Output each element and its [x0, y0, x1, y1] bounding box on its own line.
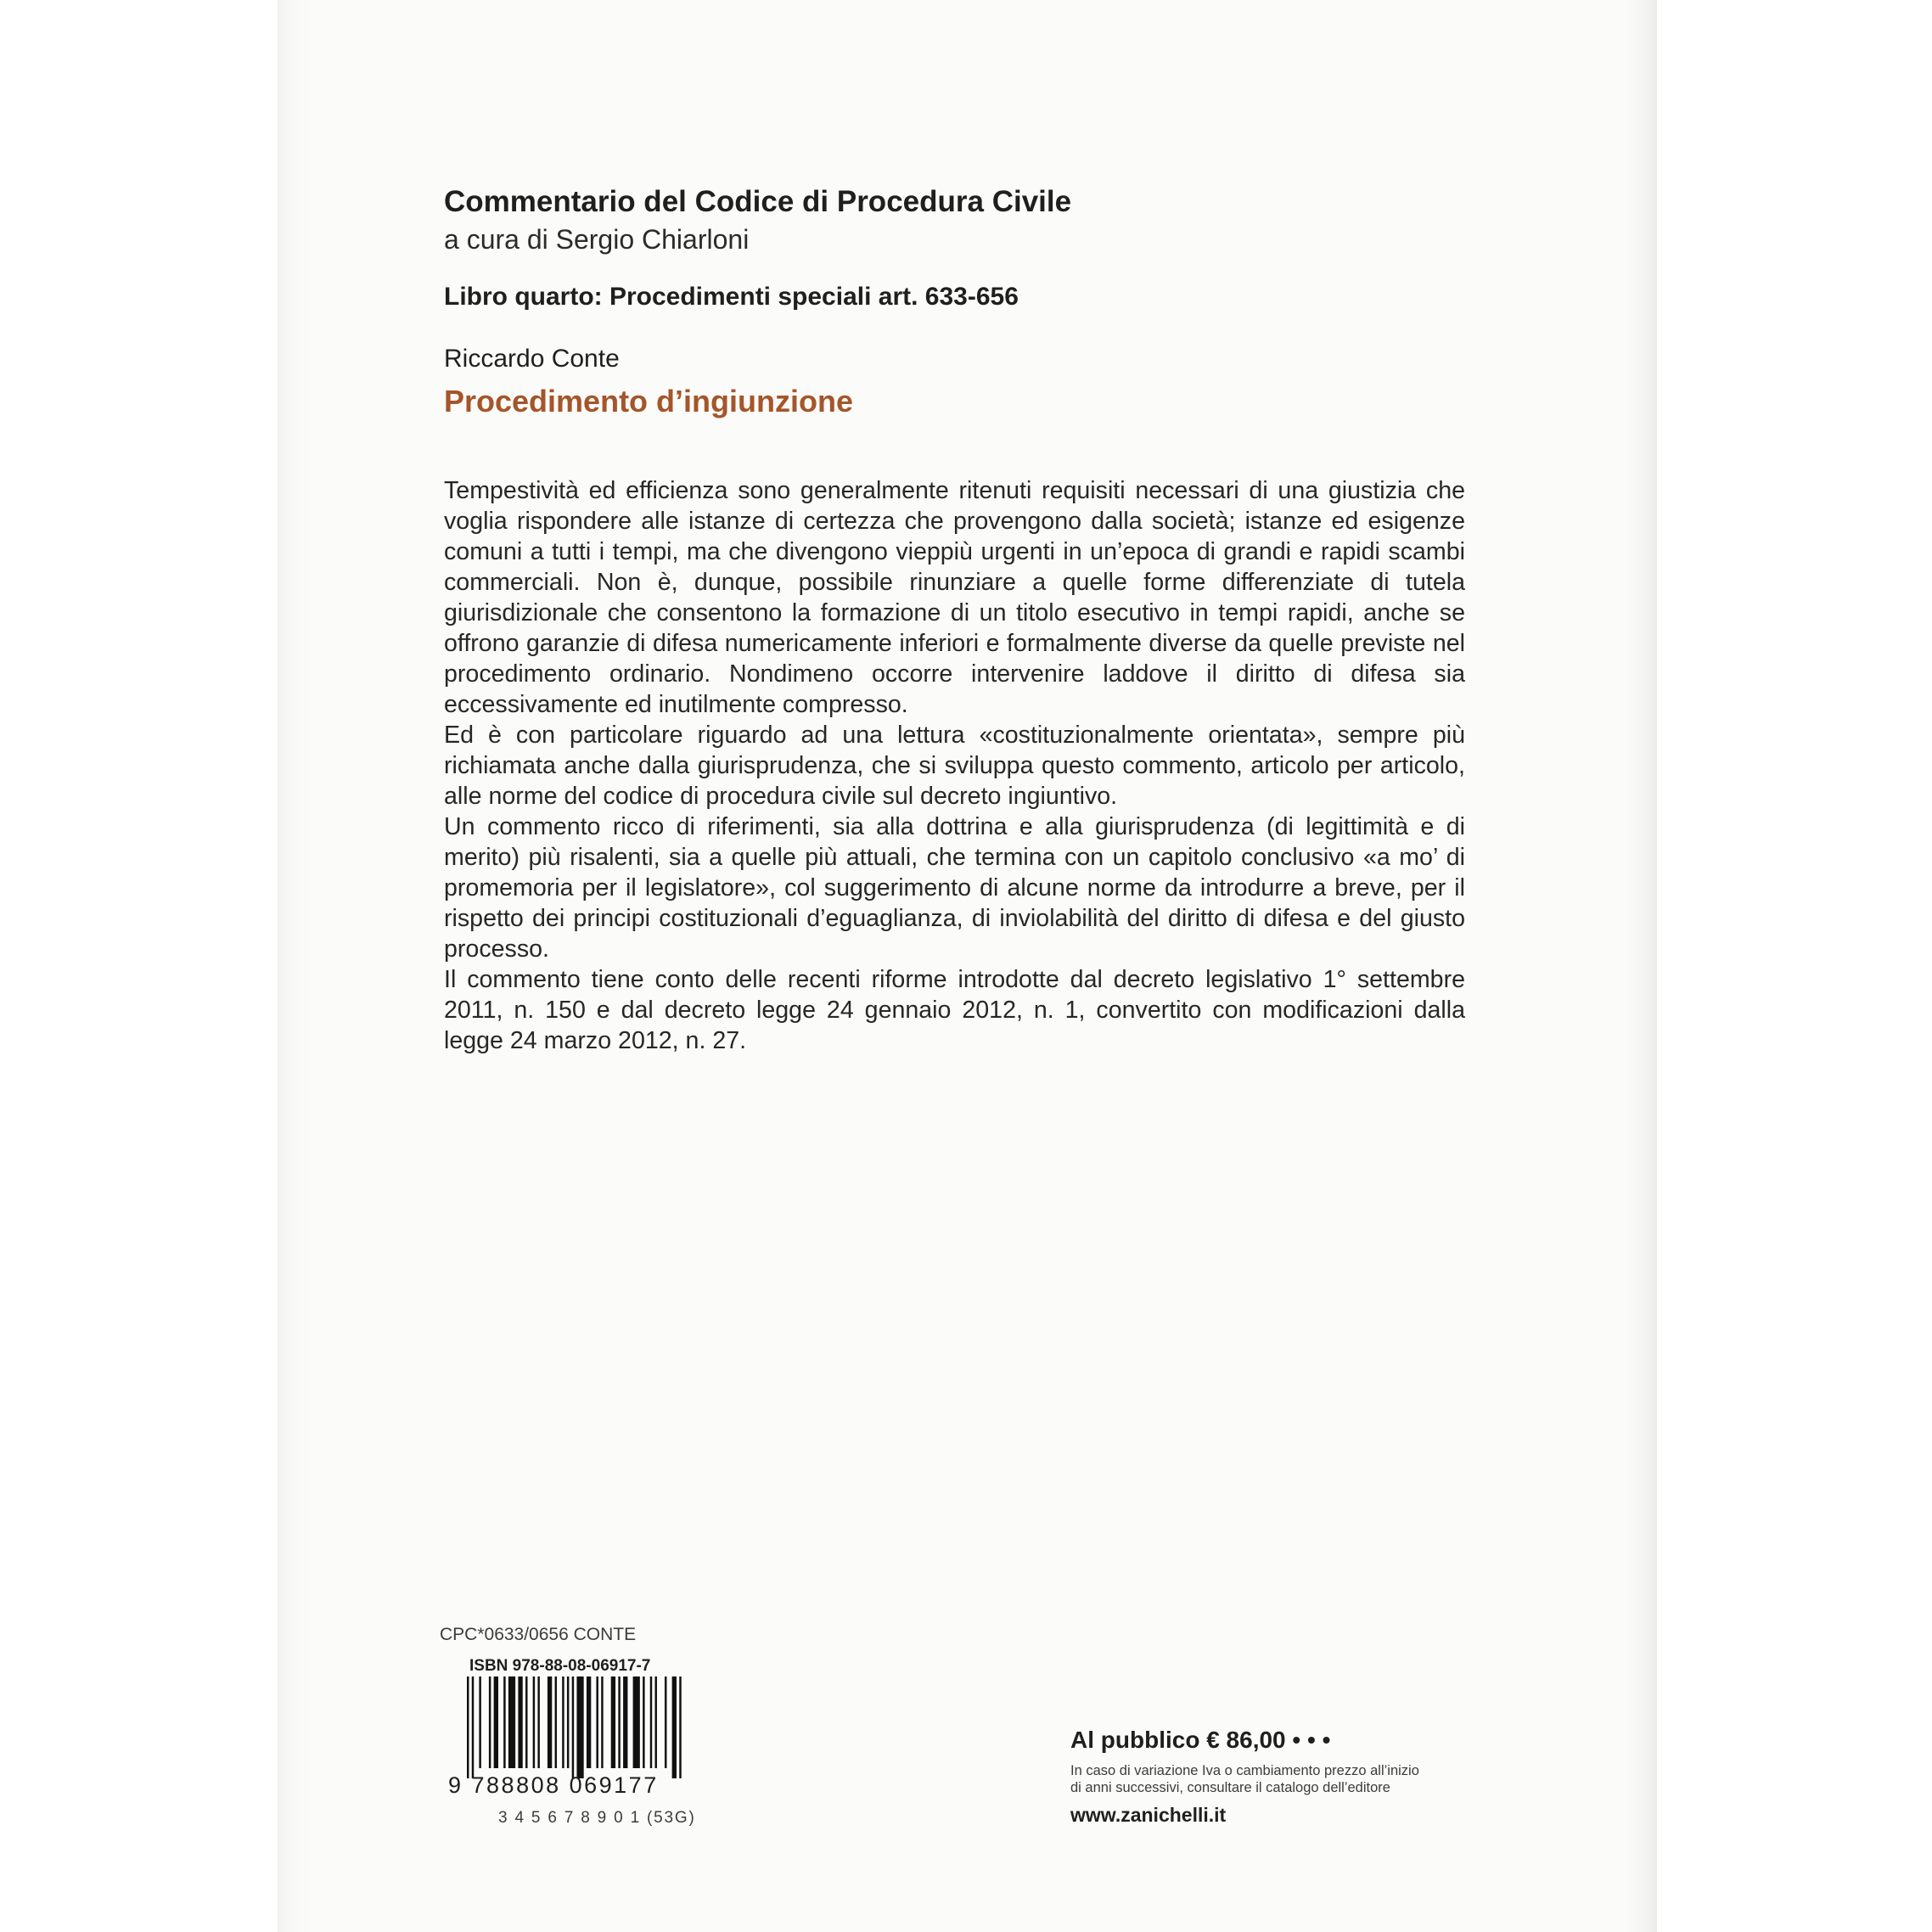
barcode-digits: 9 788808 069177 — [448, 1772, 659, 1798]
editor-line: a cura di Sergio Chiarloni — [444, 224, 750, 255]
print-code: 3 4 5 6 7 8 9 0 1 (53G) — [498, 1809, 696, 1827]
price-note: In caso di variazione Iva o cambiamento prezzo all’inizio di anni successivi, consultare il catalogo dell’editore — [1070, 1763, 1419, 1795]
book-title: Procedimento d’ingiunzione — [444, 384, 854, 418]
isbn-label: ISBN 978-88-08-06917-7 — [469, 1657, 651, 1675]
series-code: CPC*0633/0656 CONTE — [440, 1625, 637, 1644]
publisher-website: www.zanichelli.it — [1070, 1804, 1227, 1826]
barcode-icon — [467, 1676, 684, 1778]
blurb-text: Tempestività ed efficienza sono generalmente ritenuti requisiti necessari di una giustizia che voglia rispondere alle istanze di certezza che provengono dalla società; istanze ed esigenze comuni a tutti i tempi, ma che divengono vieppiù urgenti in un’epoca di grandi e rapidi scambi commerciali. Non è, dunque, possibile rinunziare a quelle forme differenziate di tutela giurisdizionale che consentono la formazione di un titolo esecutivo in tempi rapidi, anche se offrono garanzie di difesa numericamente inferiori e formalmente diverse da quelle previste nel procedimento ordinario. Nondimeno occorre intervenire laddove il diritto di difesa sia eccessivamente ed inutilmente compresso. Ed è con particolare riguardo ad una lettura «costituzionalmente orientata», sempre più richiamata anche dalla giurisprudenza, che si sviluppa questo commento, articolo per articolo, alle norme del codice di procedura civile sul decreto ingiuntivo. Un commento ricco di riferimenti, sia alla dottrina e alla giurisprudenza (di legittimità e di merito) più risalenti, sia a quelle più attuali, che termina con un capitolo conclusivo «a mo’ di promemoria per il legislatore», col suggerimento di alcune norme da introdurre a breve, per il rispetto dei principi costituzionali d’eguaglianza, di inviolabilità del diritto di difesa e del giusto processo. Il commento tiene conto delle recenti riforme introdotte dal decreto legislativo 1° settembre 2011, n. 150 e dal decreto legge 24 gennaio 2012, n. 1, convertito con modificazioni dalla legge 24 marzo 2012, n. 27. — [444, 477, 1465, 1054]
series-title: Commentario del Codice di Procedura Civile — [444, 185, 1072, 218]
author-name: Riccardo Conte — [444, 345, 620, 373]
price-line: Al pubblico € 86,00 • • • — [1070, 1727, 1331, 1753]
volume-line: Libro quarto: Procedimenti speciali art. 633-656 — [444, 283, 1019, 311]
